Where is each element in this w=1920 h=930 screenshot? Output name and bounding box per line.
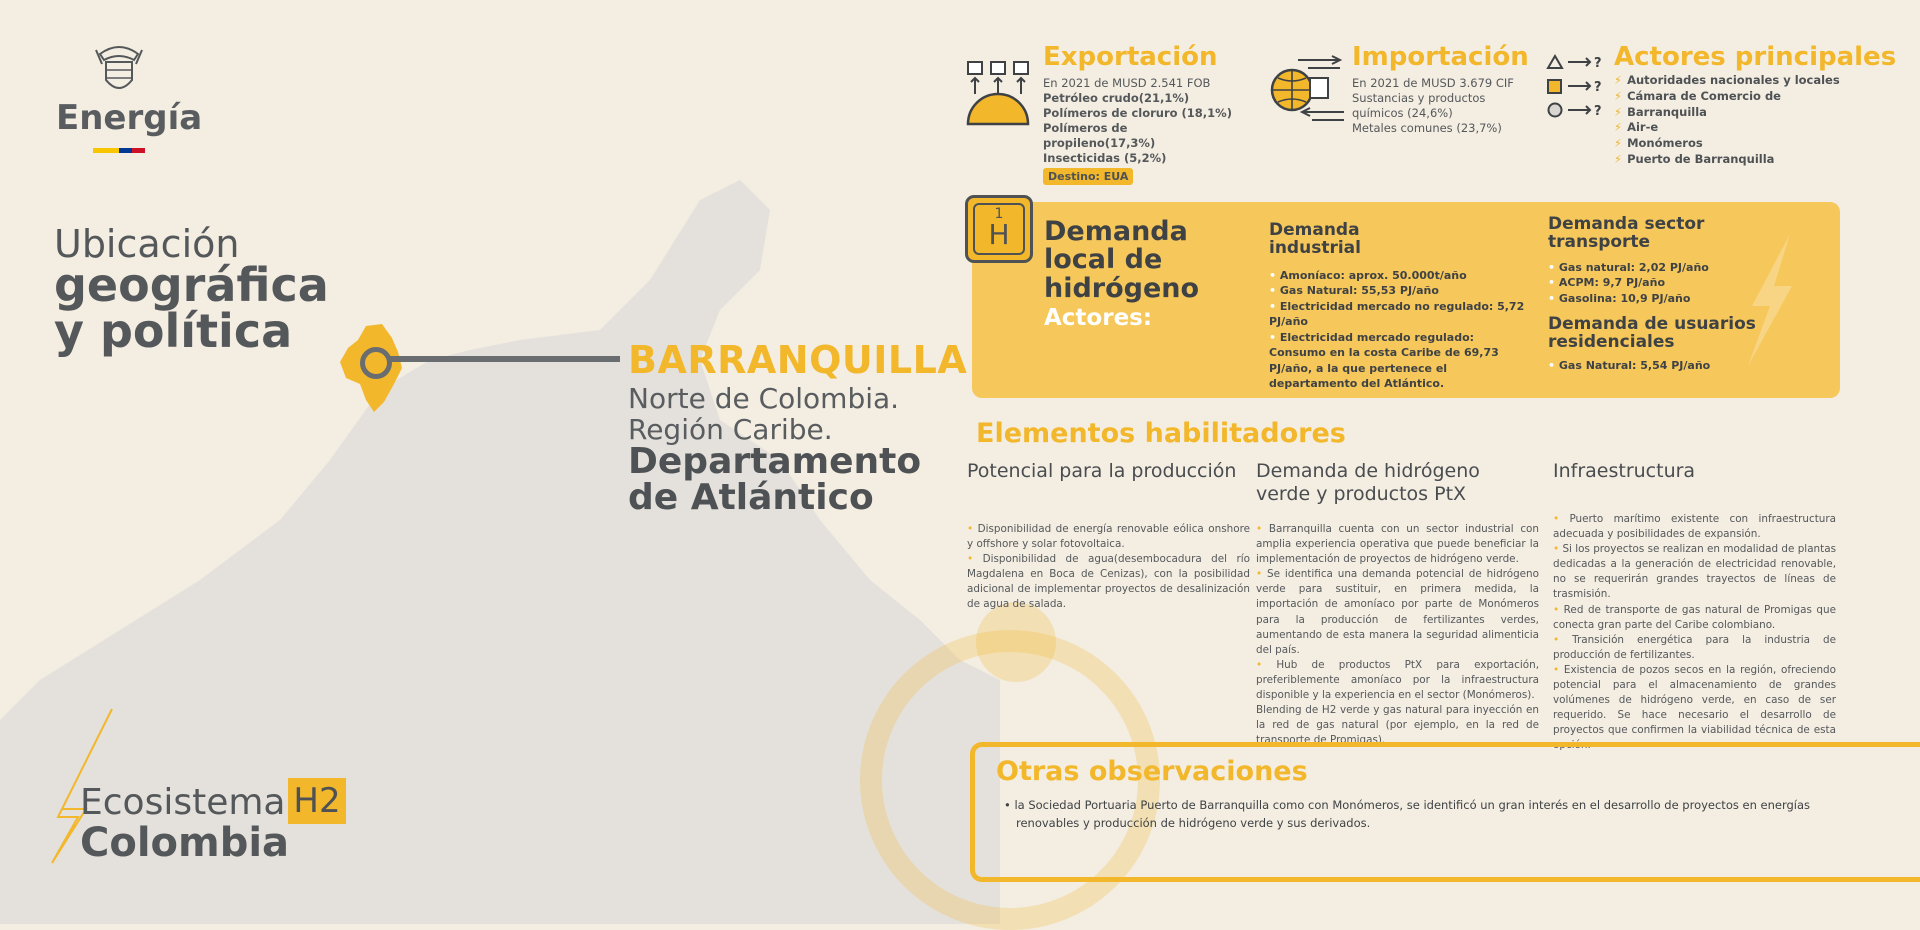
list-item: • Electricidad mercado no regulado: 5,72 PJ/año — [1269, 299, 1529, 330]
list-item: • Puerto marítimo existente con infraestructura adecuada y posibilidades de expansión. — [1553, 513, 1836, 541]
brand-name: Energía — [56, 98, 203, 138]
export-details — [1043, 76, 1233, 185]
column-head: Infraestructura — [1553, 460, 1696, 482]
list-item: • Red de transporte de gas natural de Promigas que conecta gran parte del Caribe colombiano. — [1553, 603, 1836, 631]
city-name: BARRANQUILLA — [628, 338, 968, 382]
ecosystem-country: Colombia — [80, 820, 290, 866]
export-line: Insecticidas (5,2%) — [1043, 151, 1167, 165]
list-item: • Gas natural: 2,02 PJ/año — [1548, 260, 1788, 276]
transport-head: Demanda sector transporte — [1548, 214, 1705, 252]
list-item: ⚡ Cámara de Comercio de — [1614, 88, 1781, 103]
enablers-column-infrastructure — [1553, 460, 1836, 754]
export-line: Petróleo crudo(21,1%) — [1043, 91, 1190, 105]
export-line: En 2021 de MUSD 2.541 FOB — [1043, 76, 1211, 90]
observations-title: Otras observaciones — [996, 756, 1308, 787]
coat-of-arms-icon — [90, 40, 148, 100]
enablers-title: Elementos habilitadores — [976, 418, 1346, 449]
enablers-column-demand — [1256, 460, 1539, 748]
ecosystem-word: Ecosistema — [80, 782, 286, 823]
import-line: Sustancias y productos — [1352, 91, 1486, 105]
column-head: Demanda de hidrógeno verde y productos PtX — [1256, 460, 1480, 505]
enablers-column-production — [967, 460, 1250, 613]
industrial-demand — [1269, 222, 1529, 392]
location-title-light: Ubicación — [54, 222, 240, 266]
list-item: • Gas Natural: 5,54 PJ/año — [1548, 358, 1788, 374]
import-title: Importación — [1352, 42, 1529, 72]
import-line: Metales comunes (23,7%) — [1352, 121, 1502, 135]
demand-title: Demanda local de hidrógeno — [1044, 216, 1200, 304]
list-item: • ACPM: 9,7 PJ/año — [1548, 275, 1788, 291]
list-item: • Amoníaco: aprox. 50.000t/año — [1269, 268, 1529, 284]
list-item: • Hub de productos PtX para exportación, preferiblemente amoníaco por la infraestructura disponible y la experiencia en el sector (Monómeros). — [1256, 658, 1539, 702]
column-head: Potencial para la producción — [967, 460, 1237, 482]
observations-text: • la Sociedad Portuaria Puerto de Barranquilla como con Monómeros, se identificó un gran interés en el desarrollo de proyectos en energías renovables y producción de hidrógeno verde y sus derivados. — [1004, 798, 1811, 830]
list-item: • Gas Natural: 55,53 PJ/año — [1269, 283, 1529, 299]
transport-list — [1548, 260, 1788, 307]
list-item: ⚡ Barranquilla — [1614, 104, 1707, 119]
export-line: Polímeros de cloruro (18,1%) — [1043, 106, 1232, 120]
list-item: • Disponibilidad de energía renovable eólica onshore y offshore y solar fotovoltaica. — [967, 523, 1250, 551]
list-item: Blending de H2 verde y gas natural para inyección en la red de gas natural (por ejemplo, en la red de transporte de Promigas). — [1256, 704, 1539, 747]
actors-title: Actores principales — [1614, 42, 1897, 72]
list-item: • Si los proyectos se realizan en modalidad de plantas dedicadas a la generación de electricidad renovable, no se requerirán grandes trayectos de líneas de trasmisión. — [1553, 543, 1837, 601]
actors-label: Actores: — [1044, 305, 1153, 331]
list-item: • Existencia de pozos secos en la región, ofreciendo potencial para el almacenamiento de grandes volúmenes de hidrógeno verde, en caso de ser requerido. Se hace necesario el desarrollo de proyectos que confirmen la viabilidad técnica de esta opción. — [1553, 663, 1836, 752]
list-item: • Se identifica una demanda potencial de hidrógeno verde para sustituir, en primera medida, la importación de amoníaco por parte de Monómeros para la producción de fertilizantes verdes, aumentando de esta manera la seguridad alimenticia del país. — [1256, 568, 1539, 656]
list-item: ⚡ Puerto de Barranquilla — [1614, 151, 1775, 166]
list-item: • Barranquilla cuenta con un sector industrial con amplia experiencia operativa que puede beneficiar la implementación de proyectos de hidrógeno verde. — [1256, 523, 1539, 566]
location-connector-line — [380, 356, 620, 362]
list-item: • Disponibilidad de agua(desembocadura del río Magdalena en Boca de Cenizas), con la posibilidad adicional de implementar proyectos de desalinización de agua de salada. — [967, 553, 1250, 611]
residential-head: Demanda de usuarios residenciales — [1548, 314, 1756, 353]
residential-list — [1548, 358, 1788, 374]
export-line: Polímeros de propileno(17,3%) — [1043, 121, 1156, 150]
region-line-2: Región Caribe. — [628, 413, 833, 446]
column-text — [967, 522, 1250, 613]
column-text — [1256, 522, 1539, 748]
industrial-head: Demanda industrial — [1269, 220, 1361, 258]
actors-list — [1614, 73, 1844, 168]
export-title: Exportación — [1043, 42, 1218, 72]
import-globe-icon — [1268, 54, 1346, 122]
svg-text:?: ? — [1594, 104, 1602, 118]
list-item: ⚡ Air-e — [1614, 120, 1659, 135]
decorative-dot — [976, 602, 1056, 682]
list-item: ⚡ Autoridades nacionales y locales — [1614, 73, 1840, 87]
list-item: • Transición energética para la industria de producción de fertilizantes. — [1553, 633, 1836, 661]
svg-text:?: ? — [1594, 80, 1602, 95]
location-title-bold: geográfica y política — [54, 258, 329, 358]
list-item: • Gasolina: 10,9 PJ/año — [1548, 291, 1788, 307]
department-name: Departamento de Atlántico — [628, 441, 922, 518]
list-item: ⚡ Monómeros — [1614, 136, 1703, 151]
region-line-1: Norte de Colombia. — [628, 382, 900, 415]
import-details — [1352, 76, 1527, 136]
actors-shapes-icon — [1546, 52, 1608, 118]
svg-text:?: ? — [1594, 56, 1602, 71]
industrial-list — [1269, 268, 1529, 392]
destination-badge: Destino: EUA — [1043, 168, 1133, 185]
colombia-flag-stripe — [93, 148, 145, 153]
import-line: químicos (24,6%) — [1352, 106, 1453, 120]
h2-badge: H2 — [288, 778, 346, 824]
transport-demand — [1548, 216, 1788, 373]
column-text — [1553, 512, 1836, 754]
import-line: En 2021 de MUSD 3.679 CIF — [1352, 76, 1514, 90]
list-item: • Electricidad mercado regulado: Consumo en la costa Caribe de 69,73 PJ/año, a la que pertenece el departamento del Atlántico. — [1269, 330, 1529, 392]
export-globe-icon — [964, 58, 1032, 126]
hydrogen-element-icon: 1 H — [965, 195, 1033, 263]
